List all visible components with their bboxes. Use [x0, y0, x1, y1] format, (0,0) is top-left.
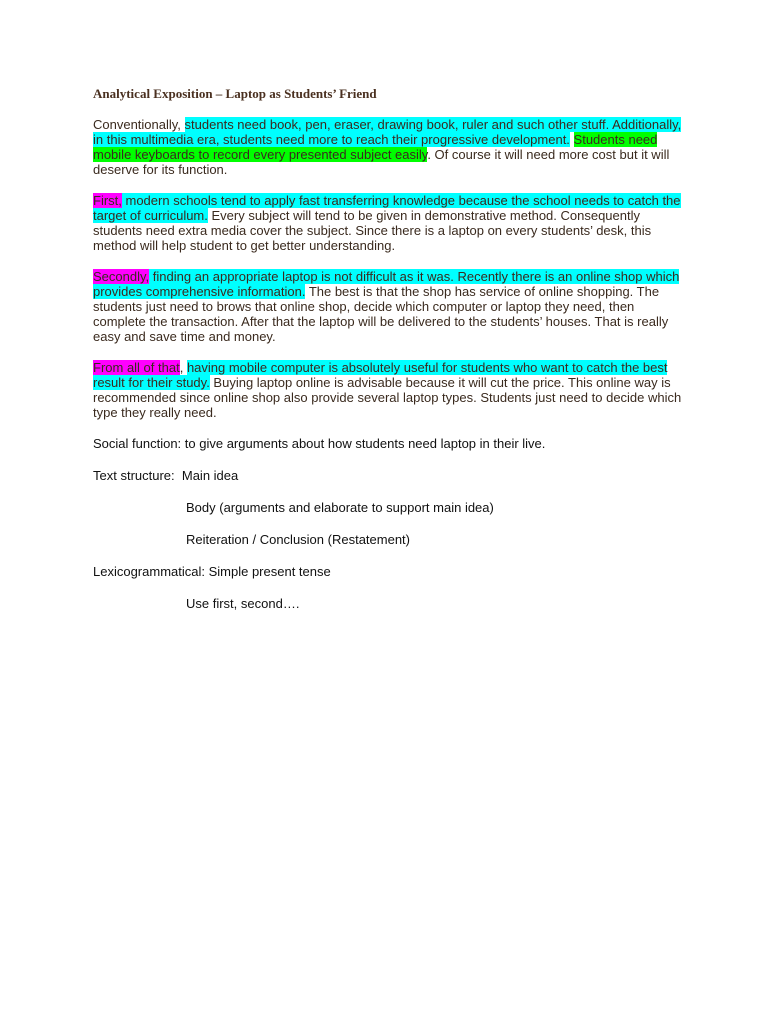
lexicogrammatical-item: Use first, second…. [186, 596, 300, 611]
p1-highlight-green: Students need mobile keyboards to record every presented subject easily [93, 132, 658, 162]
p3-highlight-magenta: Secondly, [93, 269, 150, 284]
p1-text-b: . Of course it will need more cost but it will deserve for its function. [93, 147, 670, 177]
document-title: Analytical Exposition – Laptop as Students’ Friend [93, 86, 377, 101]
p3-highlight-cyan: finding an appropriate laptop is not difficult as it was. Recently there is an online shop which provides comprehensive information. [93, 269, 680, 299]
p4-highlight-cyan: having mobile computer is absolutely useful for students who want to catch the best result for their study. [93, 360, 668, 390]
p4-comma: , [179, 360, 187, 375]
document-page [93, 86, 683, 628]
text-structure-item-body: Body (arguments and elaborate to support main idea) [186, 500, 494, 515]
text-structure-item-reiteration: Reiteration / Conclusion (Restatement) [186, 532, 410, 547]
p2-highlight-cyan: modern schools tend to apply fast transferring knowledge because the school needs to catch the target of curriculum. [93, 193, 681, 223]
p4-text: Buying laptop online is advisable because it will cut the price. This online way is recommended since online shop also provide several laptop types. Students just need to decide which type they really need. [93, 375, 682, 420]
text-structure-item-main-idea: Main idea [181, 468, 239, 483]
p4-highlight-magenta: From all of that [93, 360, 180, 375]
lexicogrammatical-label: Lexicogrammatical: Simple present tense [93, 564, 331, 579]
text-structure-label: Text structure: [93, 468, 182, 483]
p3-text: The best is that the shop has service of online shopping. The students just need to brows that online shop, decide which computer or laptop they need, then complete the transaction. After that the laptop will be delivered to the students’ houses. That is really easy and save time and money. [93, 284, 669, 344]
social-function: Social function: to give arguments about how students need laptop in their live. [93, 436, 546, 451]
paragraph-second [93, 269, 683, 344]
p1-text-a: Conventionally, [93, 117, 185, 132]
text-structure-row [93, 468, 683, 483]
paragraph-first [93, 193, 683, 253]
paragraph-intro [93, 117, 683, 177]
p1-highlight-cyan: students need book, pen, eraser, drawing book, ruler and such other stuff. Additionally, in this multimedia era, students need more to reach their progressive development. [93, 117, 682, 147]
paragraph-conclusion [93, 360, 683, 420]
p2-highlight-magenta: First, [93, 193, 122, 208]
p2-text: Every subject will tend to be given in demonstrative method. Consequently students need extra media cover the subject. Since there is a laptop on every students’ desk, this method will help student to get better understanding. [93, 208, 652, 253]
